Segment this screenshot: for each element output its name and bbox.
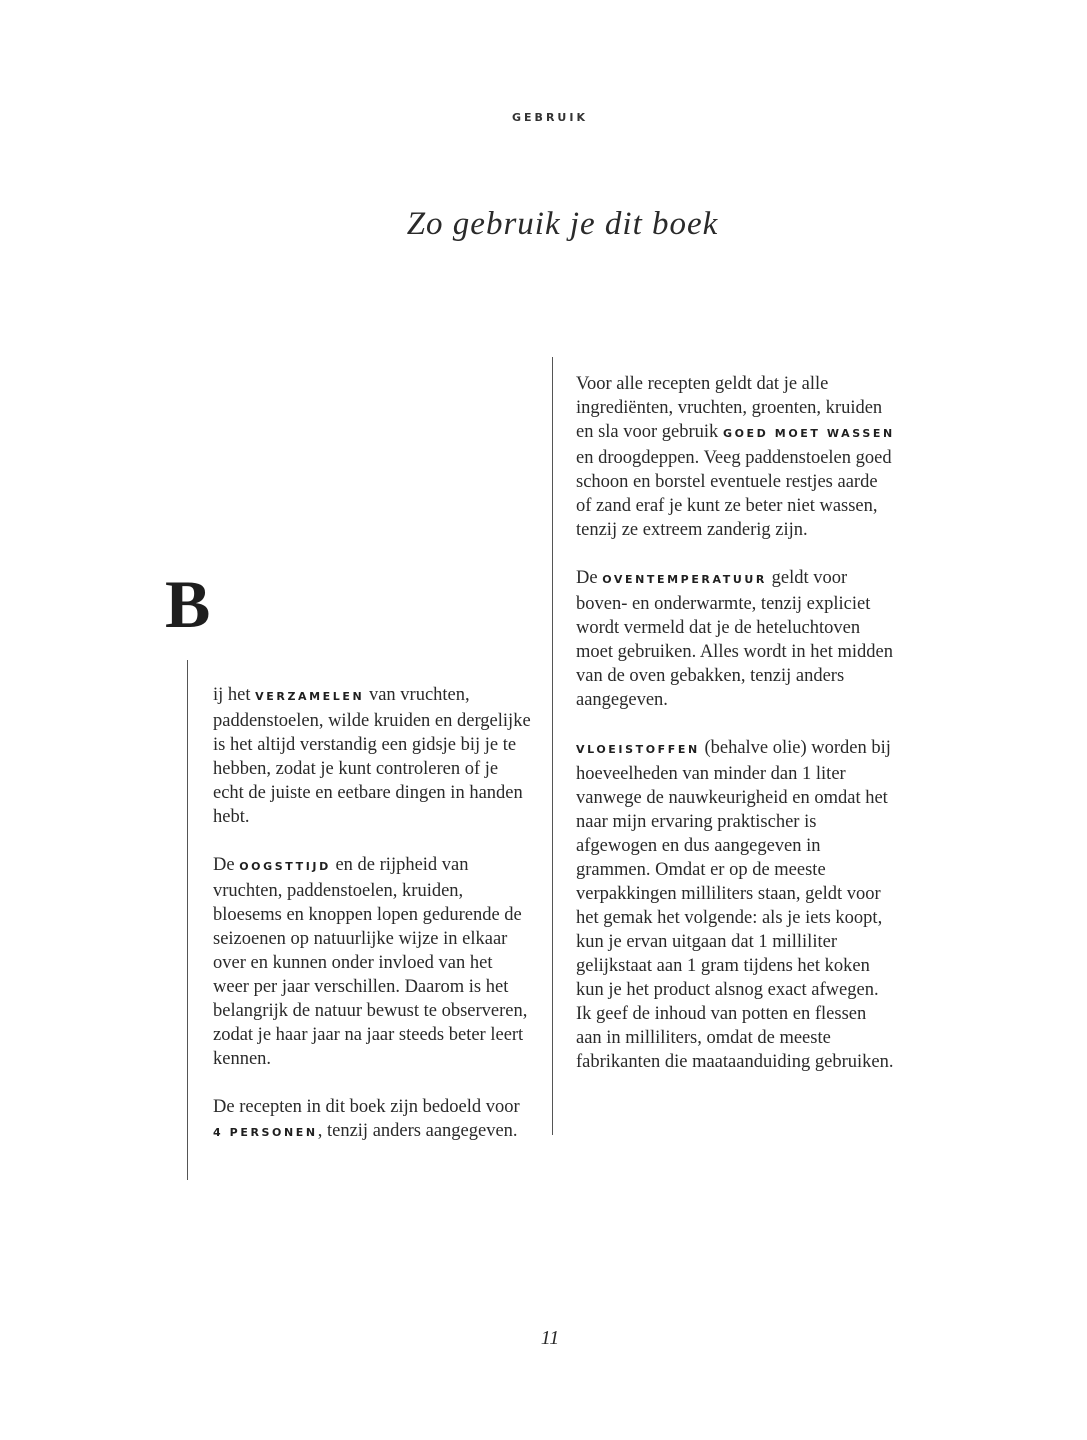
right-column <box>576 372 896 1098</box>
paragraph-text: (behalve olie) worden bij hoeveelheden van minder dan 1 liter vanwege de nauwkeurigheid en omdat het naar mijn ervaring praktischer is afgewogen en dus aangegeven in grammen. Omdat er op de meeste verpakkingen milliliters staan, geldt voor het gemak het volgende: als je iets koopt, kun je ervan uitgaan dat 1 milliliter gelijkstaat aan 1 gram tijdens het koken kun je het product alsnog exact afwegen. Ik geef de inhoud van potten en flessen aan in milliliters, omdat de meeste fabrikanten die maataanduiding gebruiken. <box>576 738 894 1072</box>
right-column-rule <box>552 357 553 1135</box>
paragraph-text: van vruchten, paddenstoelen, wilde kruiden en dergelijke is het altijd verstandig een gidsje bij je te hebben, zodat je kunt controleren of je echt de juiste en eetbare dingen in handen hebt. <box>213 685 531 827</box>
small-caps-keyword: VERZAMELEN <box>255 690 365 703</box>
small-caps-keyword: 4 PERSONEN <box>213 1126 318 1139</box>
left-column <box>213 683 533 1169</box>
paragraph-wassen <box>576 372 896 542</box>
paragraph-personen <box>213 1095 533 1145</box>
paragraph-text: ij het <box>213 685 251 705</box>
small-caps-keyword: GOED MOET WASSEN <box>722 427 895 440</box>
small-caps-keyword: OVENTEMPERATUUR <box>602 573 767 586</box>
paragraph-verzamelen <box>213 683 533 829</box>
paragraph-text: De <box>213 855 235 875</box>
small-caps-keyword: VLOEISTOFFEN <box>576 743 700 756</box>
small-caps-keyword: OOGSTTIJD <box>239 860 331 873</box>
paragraph-oogsttijd <box>213 853 533 1071</box>
page-title: Zo gebruik je dit boek <box>406 206 719 242</box>
paragraph-text: De recepten in dit boek zijn bedoeld voor <box>213 1097 520 1117</box>
paragraph-vloeistoffen <box>576 736 896 1074</box>
paragraph-text: en de rijpheid van vruchten, paddenstoelen, kruiden, bloesems en knoppen lopen gedurende de seizoenen op natuurlijke wijze in elkaar over en kunnen onder invloed van het weer per jaar verschillen. Daarom is het belangrijk de natuur bewust te observeren, zodat je haar jaar na jaar steeds beter leert kennen. <box>213 855 528 1069</box>
paragraph-oventemperatuur <box>576 566 896 712</box>
paragraph-text: De <box>576 568 598 588</box>
paragraph-text: Voor alle recepten geldt dat je alle ingrediënten, vruchten, groenten, kruiden en sla voor gebruik <box>576 374 883 442</box>
left-column-rule <box>187 660 188 1180</box>
drop-cap: B <box>165 566 211 642</box>
page-number: 11 <box>540 1327 560 1349</box>
section-label: GEBRUIK <box>512 111 588 124</box>
paragraph-text: , tenzij anders aangegeven. <box>317 1121 518 1141</box>
paragraph-text: en droogdeppen. Veeg paddenstoelen goed schoon en borstel eventuele restjes aarde of zand eraf je kunt ze beter niet wassen, tenzij ze extreem zanderig zijn. <box>576 448 892 540</box>
paragraph-text: geldt voor boven- en onderwarmte, tenzij expliciet wordt vermeld dat je de heteluchtoven moet gebruiken. Alles wordt in het midden van de oven gebakken, tenzij anders aangegeven. <box>576 568 894 710</box>
